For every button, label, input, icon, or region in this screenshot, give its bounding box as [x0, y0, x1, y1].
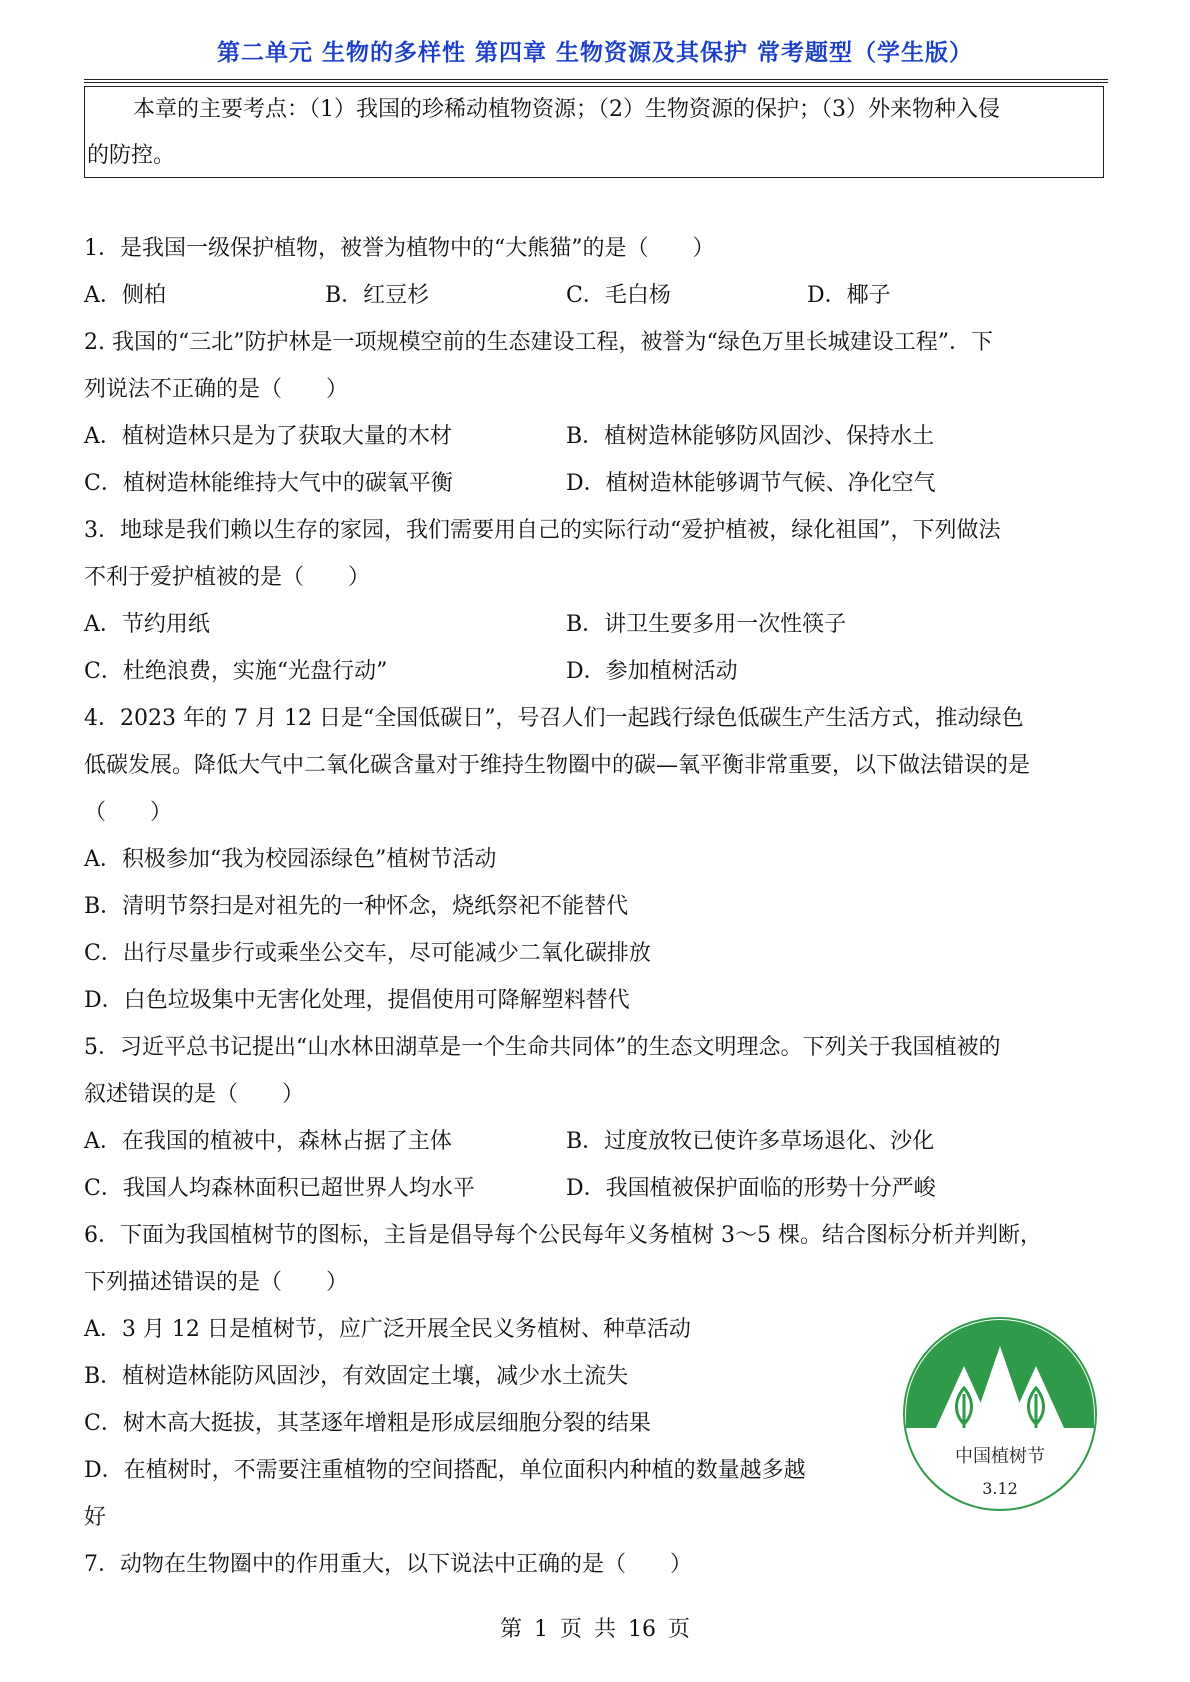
q3-option-b: B．讲卫生要多用一次性筷子 — [566, 612, 847, 637]
q6-option-a: A．3 月 12 日是植树节，应广泛开展全民义务植树、种草活动 — [84, 1317, 691, 1342]
q4-option-c: C．出行尽量步行或乘坐公交车，尽可能减少二氧化碳排放 — [84, 941, 651, 966]
q4-option-d: D．白色垃圾集中无害化处理，提倡使用可降解塑料替代 — [84, 988, 630, 1013]
q1-stem: 1．是我国一级保护植物，被誉为植物中的“大熊猫”的是（ ） — [84, 236, 715, 261]
q1-option-c: C．毛白杨 — [566, 283, 671, 308]
q6-option-c: C．树木高大挺拔，其茎逐年增粗是形成层细胞分裂的结果 — [84, 1411, 651, 1436]
document-title: 第二单元 生物的多样性 第四章 生物资源及其保护 常考题型（学生版） — [216, 40, 974, 66]
q1-option-a: A．侧柏 — [84, 283, 166, 308]
logo-text: 中国植树节 — [955, 1446, 1045, 1467]
header-rule-bottom — [84, 82, 1108, 83]
q3-stem-line-2: 不利于爱护植被的是（ ） — [84, 565, 371, 590]
q6-option-d-line-2: 好 — [84, 1505, 107, 1530]
footer-text: 页 — [668, 1617, 691, 1642]
q4-stem-line-1: 4．2023 年的 7 月 12 日是“全国低碳日”，号召人们一起践行绿色低碳生产生活方式，推动绿色 — [84, 706, 1024, 731]
q4-stem-line-3: （ ） — [84, 800, 173, 825]
footer-text: 页 — [559, 1617, 582, 1642]
q2-option-d: D．植树造林能够调节气候、净化空气 — [566, 471, 936, 496]
q4-stem-line-2: 低碳发展。降低大气中二氧化碳含量对于维持生物圈中的碳—氧平衡非常重要，以下做法错误的是 — [84, 753, 1031, 778]
q5-stem-line-2: 叙述错误的是（ ） — [84, 1082, 305, 1107]
q1-option-b: B．红豆杉 — [325, 283, 430, 308]
q5-stem-line-1: 5．习近平总书记提出“山水林田湖草是一个生命共同体”的生态文明理念。下列关于我国植被的 — [84, 1035, 1001, 1060]
total-page-count: 16 — [628, 1617, 657, 1642]
footer-text: 第 — [499, 1617, 522, 1642]
header-rule-top — [84, 79, 1108, 80]
q2-option-c: C．植树造林能维持大气中的碳氧平衡 — [84, 471, 453, 496]
q2-option-a: A．植树造林只是为了获取大量的木材 — [84, 424, 452, 449]
q5-option-c: C．我国人均森林面积已超世界人均水平 — [84, 1176, 475, 1201]
q4-option-a: A．积极参加“我为校园添绿色”植树节活动 — [84, 847, 497, 872]
arbor-day-logo — [884, 1316, 1116, 1512]
q6-option-d-line-1: D．在植树时，不需要注重植物的空间搭配，单位面积内种植的数量越多越 — [84, 1458, 806, 1483]
q5-option-a: A．在我国的植被中，森林占据了主体 — [84, 1129, 452, 1154]
q5-option-b: B．过度放牧已使许多草场退化、沙化 — [566, 1129, 935, 1154]
q6-stem-line-2: 下列描述错误的是（ ） — [84, 1270, 349, 1295]
q3-stem-line-1: 3．地球是我们赖以生存的家园，我们需要用自己的实际行动“爱护植被，绿化祖国”，下列做法 — [84, 518, 1001, 543]
q3-option-d: D．参加植树活动 — [566, 659, 738, 684]
intro-line-2: 的防控。 — [87, 143, 176, 168]
q2-stem-line-1: 2. 我国的“三北”防护林是一项规模空前的生态建设工程，被誉为“绿色万里长城建设工程”．下 — [84, 330, 993, 355]
q3-option-a: A．节约用纸 — [84, 612, 210, 637]
current-page-number: 1 — [533, 1617, 548, 1642]
q7-stem: 7．动物在生物圈中的作用重大，以下说法中正确的是（ ） — [84, 1552, 692, 1577]
q6-option-b: B．植树造林能防风固沙，有效固定土壤，减少水土流失 — [84, 1364, 629, 1389]
q4-option-b: B．清明节祭扫是对祖先的一种怀念，烧纸祭祀不能替代 — [84, 894, 629, 919]
q1-option-d: D．椰子 — [807, 283, 891, 308]
intro-line-1: 本章的主要考点：（1）我国的珍稀动植物资源；（2）生物资源的保护；（3）外来物种入侵 — [133, 97, 1000, 122]
page-footer — [0, 1612, 1190, 1643]
logo-date: 3.12 — [982, 1479, 1018, 1498]
q3-option-c: C．杜绝浪费，实施“光盘行动” — [84, 659, 388, 684]
chapter-key-points-box — [84, 86, 1104, 178]
q2-option-b: B．植树造林能够防风固沙、保持水土 — [566, 424, 935, 449]
q2-stem-line-2: 列说法不正确的是（ ） — [84, 377, 349, 402]
q6-stem-line-1: 6．下面为我国植树节的图标，主旨是倡导每个公民每年义务植树 3～5 棵。结合图标分析并判断， — [84, 1223, 1042, 1248]
footer-text: 共 — [594, 1617, 617, 1642]
q5-option-d: D．我国植被保护面临的形势十分严峻 — [566, 1176, 936, 1201]
